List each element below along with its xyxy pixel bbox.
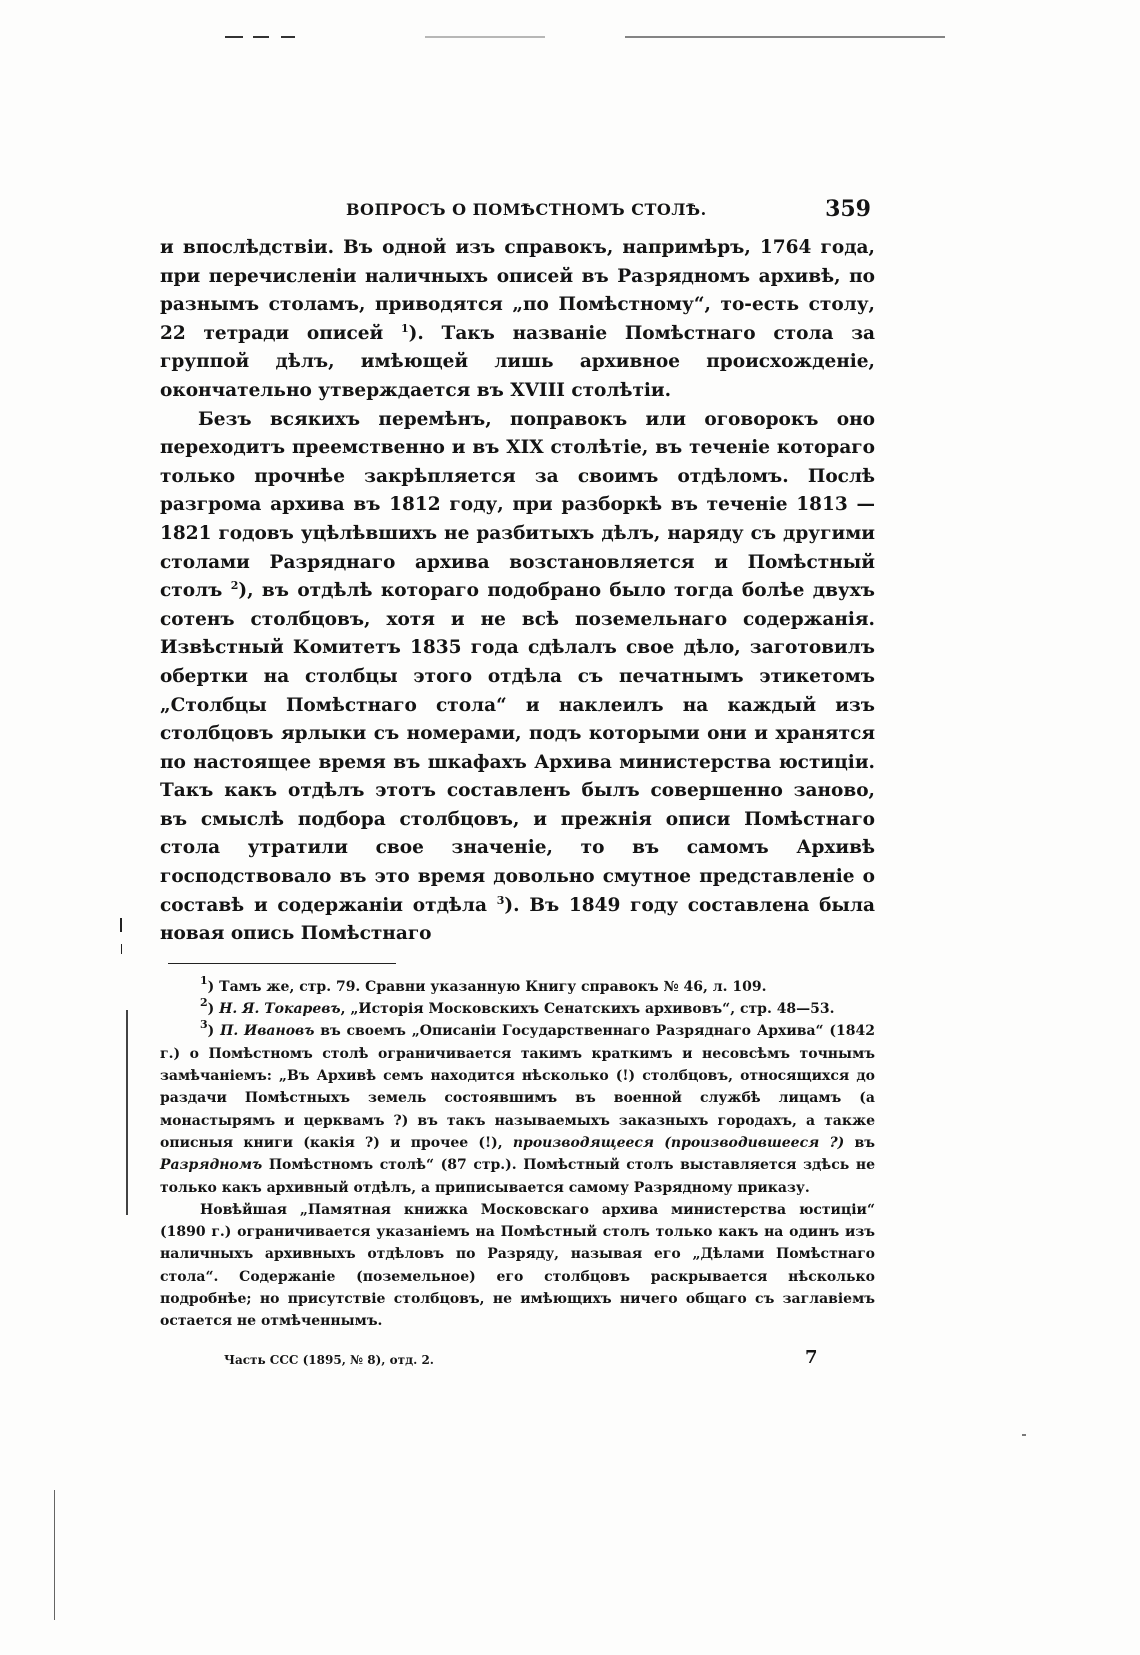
running-title: ВОПРОСЪ О ПОМѢСТНОМЪ СТОЛѢ. xyxy=(346,200,707,219)
scan-margin-mark xyxy=(120,918,122,932)
footnote-ref-1[interactable]: 1 xyxy=(400,321,409,335)
footnotes xyxy=(160,973,875,1333)
footnote-3: $^3$) П. Ивановъ въ своемъ „Описаніи Государственнаго Разряднаго Архива“ (1842 г.) о Помѣстномъ столѣ ограничивается такимъ краткимъ и несовсѣмъ точнымъ замѣчаніемъ: „Въ Архивѣ семъ находится нѣсколько (!) столбцовъ, относящихся до раздачи Помѣстныхъ земель состоявшимъ въ военной службѣ лицамъ (а монастырямъ и церквамъ ?) въ такъ называемыхъ заказныхъ городахъ, а также описныя книги (какія ?) и прочее (!), производящееся (производившееся ?) въ Разрядномъ Помѣстномъ столѣ“ (87 стр.). Помѣстный столъ выставляется здѣсь не только какъ архивный отдѣлъ, а приписывается самому Разрядному приказу. xyxy=(160,1018,875,1196)
footnote-1: $^1$) Тамъ же, стр. 79. Сравни указанную Книгу справокъ № 46, л. 109. xyxy=(200,973,767,995)
paragraph-1: и впослѣдствіи. Въ одной изъ справокъ, напримѣръ, 1764 года, при перечисленіи наличныхъ описей въ Разрядномъ архивѣ, по разнымъ столамъ, приводятся „по Помѣстному“, то-есть столу, 22 тетради описей $^1$). Такъ названіе Помѣстнаго стола за группой дѣлъ, имѣющей лишь архивное происхожденіе, окончательно утверждается въ XVIII столѣтіи. xyxy=(160,237,875,401)
signature-number: 7 xyxy=(805,1346,818,1368)
scan-edge-artifact xyxy=(225,36,945,40)
footnote-note: Новѣйшая „Памятная книжка Московскаго архива министерства юстиціи“ (1890 г.) ограничивается указаніемъ на Помѣстный столъ только какъ на одинъ изъ наличныхъ архивныхъ отдѣловъ по Разряду, называя его „Дѣлами Помѣстнаго стола“. Содержаніе (поземельное) его столбцовъ раскрывается нѣсколько подробнѣе; но присутствіе столбцовъ, не имѣющихъ ничего общаго съ заглавіемъ остается не отмѣченнымъ. xyxy=(160,1201,875,1330)
scan-margin-mark xyxy=(54,1490,55,1620)
book-page xyxy=(160,196,875,1379)
page-number: 359 xyxy=(825,196,871,222)
footnote-ref-2[interactable]: 2 xyxy=(230,579,239,593)
footnote-ref-3[interactable]: 3 xyxy=(496,893,505,907)
main-text xyxy=(160,234,875,949)
paragraph-2: Безъ всякихъ перемѣнъ, поправокъ или оговорокъ оно переходитъ преемственно и въ XIX столѣтіе, въ теченіе котораго только прочнѣе закрѣпляется за своимъ отдѣломъ. Послѣ разгрома архива въ 1812 году, при разборкѣ въ теченіе 1813 — 1821 годовъ уцѣлѣвшихъ не разбитыхъ дѣлъ, наряду съ другими столами Разряднаго архива возстановляется и Помѣстный столъ $^2$), въ отдѣлѣ котораго подобрано было тогда болѣе двухъ сотенъ столбцовъ, хотя и не всѣ поземельнаго содержанія. Извѣстный Комитетъ 1835 года сдѣлалъ свое дѣло, заготовилъ обертки на столбцы этого отдѣла съ печатнымъ этикетомъ „Столбцы Помѣстнаго стола“ и наклеилъ на каждый изъ столбцовъ ярлыки съ номерами, подъ которыми они и хранятся по настоящее время въ шкафахъ Архива министерства юстиціи. Такъ какъ отдѣлъ этотъ составленъ былъ совершенно заново, въ смыслѣ подбора столбцовъ, и прежнія описи Помѣстнаго стола утратили свое значеніе, то въ самомъ Архивѣ господствовало въ это время довольно смутное представленіе о составѣ и содержаніи отдѣла $^3$). Въ 1849 году составлена была новая опись Помѣстнаго xyxy=(160,408,875,945)
scan-margin-mark xyxy=(126,1010,128,1215)
footnote-2-author: Н. Я. Токаревъ xyxy=(219,1001,341,1018)
footnote-2: $^2$) Н. Я. Токаревъ, „Исторія Московскихъ Сенатскихъ архивовъ“, стр. 48—53. xyxy=(200,996,835,1018)
scan-margin-mark xyxy=(121,944,122,954)
scan-margin-mark xyxy=(1022,1434,1026,1436)
signature-mark: Часть CCC (1895, № 8), отд. 2. xyxy=(224,1352,434,1367)
footnote-3-author: П. Ивановъ xyxy=(220,1023,315,1040)
page-header xyxy=(160,196,875,226)
signature-line xyxy=(160,1347,875,1379)
footnote-divider xyxy=(168,963,396,964)
